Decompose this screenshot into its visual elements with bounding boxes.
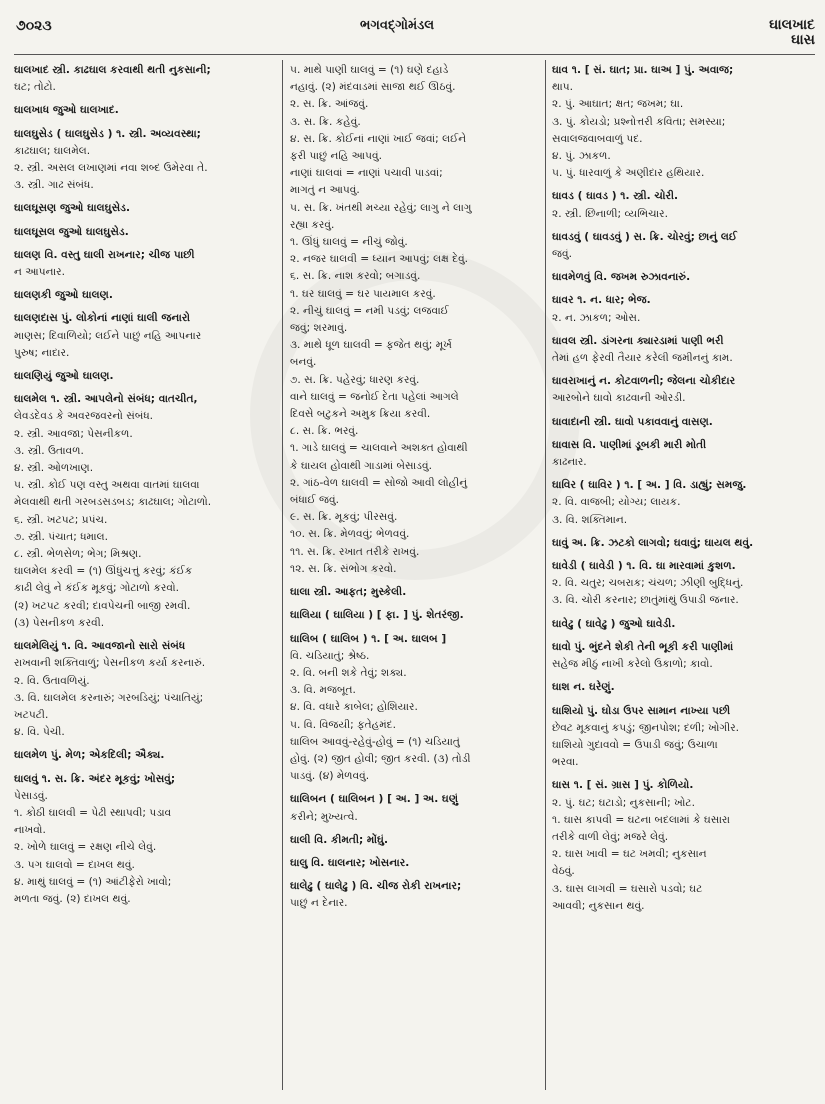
guide-words [769,18,815,48]
entry-text-line: ૪. વિ. પેચી. [14,726,65,739]
entry-text-line: આવવી; નુકસાન થવું. [552,899,645,912]
entry-text-line: જવું. [552,248,572,261]
entry-text-line: થાપ. [552,81,573,94]
entry-text-line: નાખવો. [14,824,46,837]
entry-headword-line: ઘાલી વિ. કીમતી; મોંઘું. [290,833,388,846]
entry-text-line: ૫. સ્ત્રી. કોઈ પણ વસ્તુ અથવા વાતમાં ઘાલવા [14,479,200,492]
entry-headword-line: ઘાલખાધ જુઓ ઘાલખાદ. [14,104,119,117]
entry-headword-line: ઘાલણકી જુઓ ઘાલણ. [14,289,113,302]
entry-text-line: ઘાલમેલ કરવી = (૧) ઊંધુંચત્તું કરવું; કંઈક [14,565,193,578]
entry-text-line: ૨. સ્ત્રી. અસલ લખાણમાં નવા શબ્દ ઉમેરવા તે. [14,162,208,175]
entry-headword-line: ઘાલિબન ( ઘાલિબન ) [ અ. ] અ. ઘણું [290,793,459,806]
column-3 [552,62,814,1092]
entry-text-line: ૨. સ્ત્રી. છિનાળી; વ્યભિચાર. [552,207,668,220]
entry-headword-line: ઘાવલ સ્ત્રી. ડાંગરના ક્યારડામાં પાણી ભરી [552,334,724,347]
entry-text-line: કે ઘાયલ હોવાથી ગાડામાં બેસાડવું. [290,459,432,472]
entry-text-line: ૨. નજર ઘાલવી = ધ્યાન આપવું; લક્ષ દેવું. [290,253,469,266]
entry-text-line: દિવસે બટુકને અમુક ક્રિયા કરવી. [290,408,431,421]
entry-text-line: ૨. વિ. બની શકે તેવું; શક્ય. [290,666,407,679]
entry-text-line: વાને ઘાલવું = જનોઈ દેતા પહેલાં આગલે [290,390,459,403]
entry-text-line: ૩. પગ ઘાલવો = દાખલ થવું. [14,858,135,871]
entry-text-line: ૮. સ્ત્રી. ભેળસેળ; ભેગ; મિશ્રણ. [14,548,142,561]
entry-headword-line: ઘાવર ૧. ન. ધાર; ભેજ. [552,294,651,307]
entry-text-line: ૭. સ. ક્રિ. પહેરવું; ધારણ કરવું. [290,373,420,386]
entry-text-line: ૨. વિ. વાજબી; યોગ્ય; લાયક. [552,496,681,509]
entry-text-line: આરબોને ઘાવો કાઢવાની ઓરડી. [552,392,686,405]
entry-headword-line: ઘાલમેલિયું ૧. વિ. આવજાનો સારો સંબંધ [14,640,186,653]
entry-headword-line: ઘાલેઢુ ( ઘાલેઢુ ) વિ. ચીજ રોકી રાખનાર; [290,880,462,893]
entry-text-line: કાઢી લેવું ને કંઈક મૂકવું; ગોટાળો કરવો. [14,582,179,595]
entry-text-line: માણસ; દિવાળિયો; લઈને પાછું નહિ આપનાર [14,329,202,342]
entry-text-line: ૩. ઘાસ લાગવી = ઘસારો પડવો; ઘટ [552,882,703,895]
entry-text-line: વિ. ચડિયાતું; શ્રેષ્ઠ. [290,649,370,662]
entry-headword-line: ઘાલઘુસેડ ( ઘાલઘુસેડ ) ૧. સ્ત્રી. અવ્યવસ્થા; [14,127,201,140]
entry-headword-line: ઘાસ ૧. [ સં. ગ્રાસ ] પું. કોળિયો. [552,779,694,792]
entry-text-line: ૯. સ. ક્રિ. મૂકવું; પીરસવું. [290,511,398,524]
entry-headword-line: ઘાવેડી ( ઘાવેડી ) ૧. વિ. ઘા મારવામાં કુશળ. [552,560,736,573]
entry-text-line: ૫. પું. ધારવાળું કે અણીદાર હથિયાર. [552,167,705,180]
entry-text-line: કાઢનાર. [552,456,587,469]
entry-text-line: ૭. સ્ત્રી. પંચાત; ધમાલ. [14,530,109,543]
column-2 [290,62,538,1092]
entry-headword-line: ઘાલવું ૧. સ. ક્રિ. અંદર મૂકવું; ખોસવું; [14,772,176,785]
header-divider [14,54,815,55]
entry-text-line: ૧. ઘર ઘાલવું = ઘર પાયમાલ કરવું. [290,287,436,300]
entry-headword-line: ઘાલમેલ ૧. સ્ત્રી. આપલેનો સંબંધ; વાતચીત, [14,393,198,406]
entry-headword-line: ઘાવું અ. ક્રિ. ઝટકો લાગવો; ઘવાવું; ઘાયલ થવું. [552,536,754,549]
column-1 [14,62,276,1092]
entry-headword-line: ઘાવ ૧. [ સં. ઘાત; પ્રા. ઘાઅ ] પું. અવાજ; [552,64,734,76]
entry-text-line: ઘટ; તોટો. [14,81,56,94]
entry-headword-line: ઘાવાસ વિ. પાણીમાં ડૂબકી મારી મોતી [552,438,707,451]
entry-headword-line: ઘાલણદાસ પું. લોકોનાં નાણાં ઘાલી જનારો [14,312,190,325]
entry-text-line: ૧૦. સ. ક્રિ. મેળવવું; ભેળવવું. [290,528,410,541]
entry-text-line: ફરી પાછું નહિ આપવું. [290,150,382,163]
entry-text-line: ૨. ન. ઝાકળ; ઓસ. [552,311,641,324]
entry-text-line: વેઠવું. [552,865,575,878]
entry-text-line: પાછું ન દેનાર. [290,897,348,910]
entry-text-line: ૪. સ. ક્રિ. કોઈનાં નાણાં ખાઈ જવાં; લઈને [290,132,467,145]
entry-text-line: બંધાઈ જવું. [290,494,339,507]
entry-text-line: ૨. ખોળે ઘાલવું = રક્ષણ નીચે લેવું. [14,841,157,854]
entry-headword-line: ઘાલુ વિ. ઘાલનાર; ખોસનાર. [290,856,410,869]
entry-text-line: ૪. પું. ઝાકળ. [552,150,611,163]
entry-text-line: નહાવું. (૨) મંદવાડમાં સાજા થઈ ઊઠવું. [290,81,456,94]
entry-text-line: ભરવા. [552,756,579,769]
column-divider-1 [282,60,283,1090]
entry-text-line: પેસાડવું. [14,789,48,802]
entry-headword-line: ઘાશ ન. ઘરેણું. [552,681,615,694]
entry-text-line: બનવું. [290,356,317,369]
entry-text-line: મેલવાથી થતી ગરબડસડબડ; કાઢઘાલ; ગોટાળો. [14,496,212,509]
entry-text-line: ૩. પું. કોયડો; પ્રશ્નોત્તરી કવિતા; સમસ્યા; [552,115,726,128]
entry-text-line: ૪. માથું ઘાલવું = (૧) આંટીફેરો ખાવો; [14,875,172,888]
entry-text-line: ૨. સ. ક્રિ. આંજવું. [290,98,369,111]
entry-text-line: ૩. વિ. શક્તિમાન. [552,513,628,526]
column-divider-2 [545,60,546,1090]
entry-text-line: ખટપટી. [14,708,49,721]
entry-text-line: જવું; શરમાવું. [290,322,348,335]
guide-word-bottom: ઘાસ [791,32,815,48]
entry-headword-line: ઘાશિયો પું. ઘોડા ઉપર સામાન નાખ્યા પછી [552,704,731,717]
entry-text-line: ન આપનાર. [14,266,65,279]
entry-headword-line: ઘાવેઢુ ( ઘાવેઢુ ) જુઓ ઘાવેડી. [552,617,676,630]
entry-text-line: ૫. વિ. વિજયી; ફતેહમંદ. [290,718,396,731]
entry-text-line: ૧. કોઠી ઘાલવી = પેઢી સ્થાપવી; પડાવ [14,806,172,819]
entry-text-line: ૩. સ્ત્રી. ઉતાવળ. [14,444,84,457]
page-title: ભગવદ્ગોમંડલ [360,18,435,33]
entry-headword-line: ઘાવડવું ( ઘાવડવું ) સ. ક્રિ. ચોરવું; છાનું લઈ [552,230,738,243]
entry-text-line: તરીકે વાળી લેવું; મજરે લેવું. [552,830,669,843]
entry-text-line: ૩. વિ. મજબૂત. [290,684,356,697]
entry-text-line: ૪. સ્ત્રી. ઓળખાણ. [14,462,94,475]
entry-headword-line: ઘાલિબ ( ઘાલિબ ) ૧. [ અ. ઘાલબ ] [290,632,447,645]
entry-text-line: ૨. નીચું ઘાલવું = નમી પડવું; લજવાઈ [290,304,449,317]
entry-headword-line: ઘાવડ ( ઘાવડ ) ૧. સ્ત્રી. ચોરી. [552,190,679,203]
entry-headword-line: ઘાલઘૂસલ જુઓ ઘાલઘુસેડ. [14,225,129,238]
entry-text-line: ૨. ગાંઠ-વેળ ઘાલવી = સોજો આવી લોહીનું [290,476,468,489]
entry-text-line: (૨) ખટપટ કરવી; દાવપેચની બાજી રમવી. [14,599,191,612]
entry-headword-line: ઘાલમેળ પું. મેળ; એકદિલી; ઐક્ય. [14,749,165,762]
guide-word-top: ઘાલખાદ [769,17,815,33]
entry-text-line: રહ્યા કરવું. [290,218,335,231]
entry-text-line: ૩. વિ. ઘાલમેલ કરનારું; ગરબડિયું; પંચાતિયું; [14,691,204,704]
entry-text-line: કાઢઘાલ; ઘાલમેલ. [14,144,91,157]
entry-text-line: ૩. સ. ક્રિ. કહેવું. [290,115,361,128]
entry-text-line: નાણાં ઘાલવાં = નાણાં પચાવી પાડવાં; [290,167,443,180]
entry-text-line: સહેજ મીઠું નાખી કરેલો ઉકાળો; કાવો. [552,658,713,671]
entry-text-line: ૩. માથે ધૂળ ઘાલવી = ફજેત થવું; મૂર્ખ [290,339,452,352]
entry-text-line: ઘાલિબ આવવું-રહેવું-હોવું = (૧) ચડિયાતું [290,735,460,748]
entry-text-line: ૨. સ્ત્રી. આવજા; પેસનીકળ. [14,427,133,440]
entry-text-line: ૨. વિ. ચતુર; ચબરાક; ચંચળ; ઝીણી બુદ્ધિનું. [552,577,744,590]
entry-text-line: ૫. સ. ક્રિ. ખંતથી મચ્યા રહેવું; લાગુ ને લાગુ [290,201,472,214]
entry-text-line: મળતા જવું. (૨) દાખલ થવું. [14,892,131,905]
entry-headword-line: ઘાલઘૂસણ જુઓ ઘાલઘુસેડ. [14,202,130,215]
entry-text-line: લેવડદેવડ કે અવરજવરનો સંબંધ. [14,410,154,423]
entry-headword-line: ઘાલખાદ સ્ત્રી. કાઢઘાલ કરવાથી થતી નુકસાની; [14,64,211,76]
entry-headword-line: ઘાવરાખાનું ન. કોટવાળની; જેલના ચોકીદાર [552,375,736,388]
entry-headword-line: ઘાવાદાની સ્ત્રી. ઘાવો પકાવવાનું વાસણ. [552,415,713,428]
entry-text-line: છેવટ મૂકવાનું કપડું; જીનપોશ; દળી; ખોગીર. [552,721,740,734]
entry-headword-line: ઘાવમેળવું વિ. જખમ રુઝાવનારું. [552,271,691,284]
entry-text-line: સવાલજવાબવાળું પદ. [552,132,643,145]
entry-text-line: ૬. સ. ક્રિ. નાશ કરવો; બગાડવું. [290,270,421,283]
entry-text-line: ૩. વિ. ચોરી કરનાર; છાતુંમાંથું ઉપાડી જનાર. [552,594,739,607]
entry-headword-line: ઘાલણિયું જુઓ ઘાલણ. [14,370,114,383]
entry-headword-line: ઘાલણ વિ. વસ્તુ ઘાલી રાખનાર; ચીજ પાછી [14,248,195,261]
entry-headword-line: ઘાલિયા ( ઘાલિયા ) [ ફા. ] પું. શેતરંજી. [290,609,464,622]
entry-text-line: ૧. ઊંધું ઘાલવું = નીચું જોવું. [290,236,408,249]
entry-headword-line: ઘાવો પું. ભુંદને શેકી તેની ભૂકી કરી પાણીમાં [552,640,734,653]
entry-text-line: તેમાં હળ ફેરવી તૈયાર કરેલી જમીનનું કામ. [552,352,733,365]
entry-text-line: ૩. સ્ત્રી. ગાઢ સંબંધ. [14,179,94,192]
entry-text-line: રાખવાની શક્તિવાળું; પેસનીકળ કર્યા કરનારું. [14,657,206,670]
entry-text-line: (૩) પેસનીકળ કરવી. [14,616,105,629]
entry-text-line: ૧. ઘાસ કાપવી = ઘટના બદલામાં કે ઘસારા [552,813,731,826]
entry-text-line: ૧૨. સ. ક્રિ. સંભોગ કરવો. [290,562,397,575]
entry-text-line: ૧૧. સ. ક્રિ. રખાત તરીકે રાખવું. [290,545,420,558]
entry-text-line: ઘાશિયો ગુદાવવો = ઉપાડી જવું; ઉચાળા [552,738,718,751]
entry-text-line: કરીને; મુખ્યત્વે. [290,810,358,823]
entry-text-line: હોવું. (૨) જીત હોવી; જીત કરવી. (૩) તોડી [290,752,471,765]
entry-text-line: ૨. પું. આઘાત; ક્ષત; જખમ; ઘા. [552,98,684,111]
entry-text-line: પુરુષ; નાદાર. [14,346,70,359]
entry-text-line: પાડવું. (૪) મેળવવું. [290,770,370,783]
entry-text-line: ૬. સ્ત્રી. ખટપટ; પ્રપંચ. [14,513,108,526]
entry-text-line: ૨. પું. ઘટ; ઘટાડો; નુકસાની; ખોટ. [552,796,695,809]
entry-text-line: ૨. વિ. ઉતાવળિયું. [14,674,90,687]
page-number: ૭૦૨૩ [16,18,52,34]
entry-text-line: માગતું ન આપવું. [290,184,360,197]
entry-text-line: ૫. માથે પાણી ઘાલવું = (૧) ઘણે દહાડે [290,64,449,76]
entry-headword-line: ઘાલા સ્ત્રી. આફત; મુસ્કેલી. [290,586,407,599]
entry-text-line: ૨. ઘાસ ખાવી = ઘટ ખમવી; નુકસાન [552,848,707,861]
entry-text-line: ૪. વિ. વધારે કાબેલ; હોશિયાર. [290,701,418,714]
entry-headword-line: ઘાવિર ( ઘાવિર ) ૧. [ અ. ] વિ. ડાહ્યું; સમજુ. [552,479,747,492]
entry-text-line: ૧. ગાડે ઘાલવું = ચાલવાને અશક્ત હોવાથી [290,442,468,455]
entry-text-line: ૮. સ. ક્રિ. ભરવું. [290,425,359,438]
